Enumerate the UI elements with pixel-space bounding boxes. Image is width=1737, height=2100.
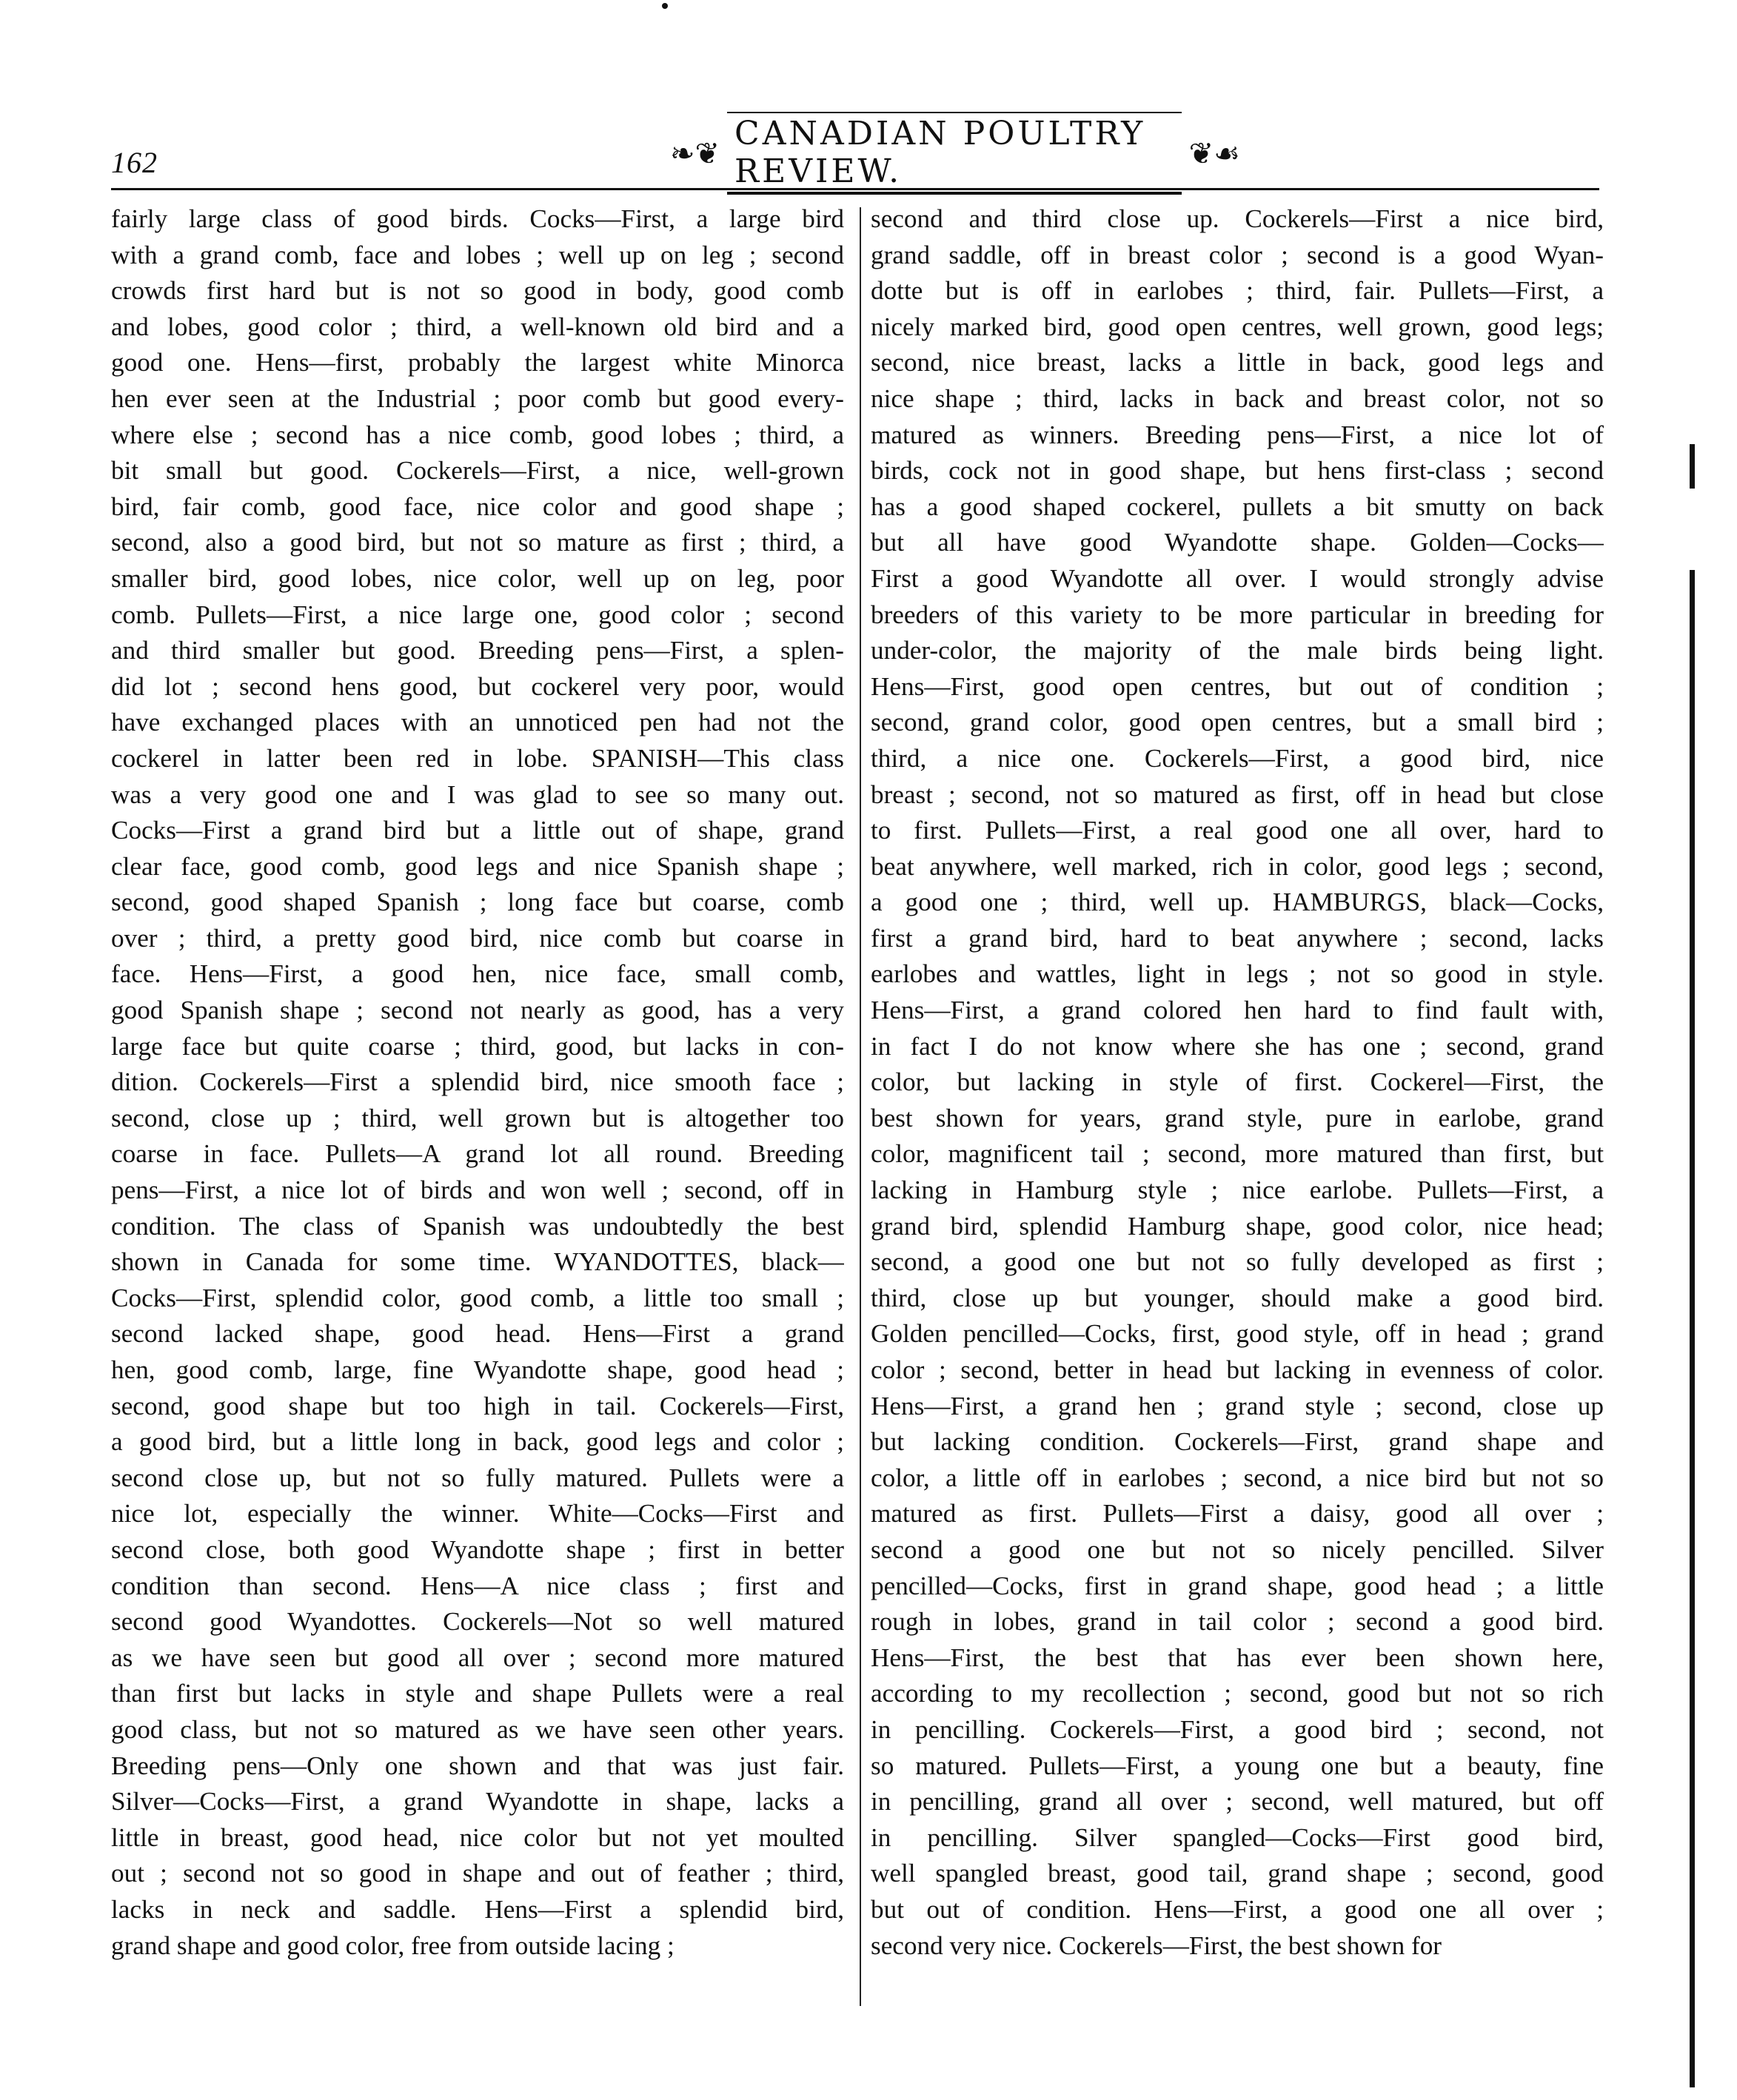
text-line: so matured. Pullets—First, a young one but a beauty, fine [871,1751,1604,1780]
text-line: breast ; second, not so matured as first, off in head but close [871,779,1604,809]
text-line: Golden pencilled—Cocks, first, good style, off in head ; grand [871,1319,1604,1349]
text-line: in pencilling, grand all over ; second, well matured, but off [871,1787,1604,1816]
text-line: pencilled—Cocks, first in grand shape, good head ; a little [871,1571,1604,1600]
text-line: second, a good one but not so fully developed as first ; [871,1247,1604,1277]
text-line: Hens—First, good open centres, but out of condition ; [871,671,1604,701]
text-line: but all have good Wyandotte shape. Golden—Cocks— [871,528,1604,557]
text-line: hen ever seen at the Industrial ; poor comb but good every- [111,383,844,413]
text-line: nice lot, especially the winner. White—Cocks—First and [111,1499,844,1529]
text-line: second close, both good Wyandotte shape ; first in better [111,1534,844,1564]
ornament-right-icon: ❦☙ [1188,136,1240,170]
text-line: second good Wyandottes. Cockerels—Not so well matured [111,1607,844,1637]
text-line: matured as winners. Breeding pens—First, a nice lot of [871,420,1604,449]
text-line: breeders of this variety to be more particular in breeding for [871,600,1604,629]
text-line: according to my recollection ; second, good but not so rich [871,1679,1604,1708]
text-line: in pencilling. Cockerels—First, a good bird ; second, not [871,1714,1604,1744]
text-line: Hens—First, a grand colored hen hard to find fault with, [871,996,1604,1025]
scan-edge-bar [1690,570,1695,2087]
text-line: was a very good one and I was glad to see so many out. [111,779,844,809]
text-line: second, close up ; third, well grown but is altogether too [111,1103,844,1133]
text-line: Cocks—First a grand bird but a little out of shape, grand [111,816,844,845]
text-line: Breeding pens—Only one shown and that was just fair. [111,1751,844,1780]
text-line: did lot ; second hens good, but cockerel very poor, would [111,671,844,701]
text-line: best shown for years, grand style, pure in earlobe, grand [871,1103,1604,1133]
text-line: good class, but not so matured as we have seen other years. [111,1714,844,1744]
page-number: 162 [111,146,158,179]
text-line: color, magnificent tail ; second, more matured than first, but [871,1139,1604,1169]
text-line: second close up, but not so fully matured. Pullets were a [111,1463,844,1492]
text-line: large face but quite coarse ; third, good, but lacks in con- [111,1031,844,1061]
text-line: fairly large class of good birds. Cocks—First, a large bird [111,204,844,233]
text-line: first a grand bird, hard to beat anywhere ; second, lacks [871,923,1604,953]
text-line: birds, cock not in good shape, but hens first-class ; second [871,456,1604,486]
text-line: dotte but is off in earlobes ; third, fair. Pullets—First, a [871,276,1604,306]
text-line: shown in Canada for some time. WYANDOTTES, black— [111,1247,844,1277]
text-line: has a good shaped cockerel, pullets a bit smutty on back [871,492,1604,521]
text-line: comb. Pullets—First, a nice large one, good color ; second [111,600,844,629]
text-line: and lobes, good color ; third, a well-known old bird and a [111,312,844,341]
text-line: smaller bird, good lobes, nice color, well up on leg, poor [111,563,844,593]
text-line: clear face, good comb, good legs and nice Spanish shape ; [111,851,844,881]
text-line: second, nice breast, lacks a little in back, good legs and [871,348,1604,378]
text-line: as we have seen but good all over ; second more matured [111,1643,844,1672]
text-line: well spangled breast, good tail, grand shape ; second, good [871,1859,1604,1888]
text-line: coarse in face. Pullets—A grand lot all round. Breeding [111,1139,844,1169]
text-line: Cocks—First, splendid color, good comb, a little too small ; [111,1283,844,1312]
text-line: in pencilling. Silver spangled—Cocks—First good bird, [871,1822,1604,1852]
text-line: in fact I do not know where she has one ; second, grand [871,1031,1604,1061]
text-line: out ; second not so good in shape and out of feather ; third, [111,1859,844,1888]
right-column [871,201,1604,1964]
masthead [663,115,1248,190]
text-line: second, good shape but too high in tail. Cockerels—First, [111,1391,844,1420]
text-line: lacks in neck and saddle. Hens—First a splendid bird, [111,1894,844,1924]
text-line: color, a little off in earlobes ; second, a nice bird but not so [871,1463,1604,1492]
text-line: nicely marked bird, good open centres, well grown, good legs; [871,312,1604,341]
text-line: a good one ; third, well up. HAMBURGS, black—Cocks, [871,888,1604,917]
text-line: beat anywhere, well marked, rich in color, good legs ; second, [871,851,1604,881]
text-line: First a good Wyandotte all over. I would strongly advise [871,563,1604,593]
text-line: grand shape and good color, free from outside lacing ; [111,1930,675,1960]
print-dot [662,3,668,9]
text-line: and third smaller but good. Breeding pens—First, a splen- [111,636,844,665]
text-line: but lacking condition. Cockerels—First, grand shape and [871,1427,1604,1457]
text-line: bit small but good. Cockerels—First, a nice, well-grown [111,456,844,486]
text-line: hen, good comb, large, fine Wyandotte shape, good head ; [111,1355,844,1384]
text-line: lacking in Hamburg style ; nice earlobe. Pullets—First, a [871,1175,1604,1205]
text-line: second, good shaped Spanish ; long face but coarse, comb [111,888,844,917]
text-line: third, close up but younger, should make a good bird. [871,1283,1604,1312]
text-line: pens—First, a nice lot of birds and won well ; second, off in [111,1175,844,1205]
text-line: second, grand color, good open centres, but a small bird ; [871,708,1604,737]
text-line: face. Hens—First, a good hen, nice face, small comb, [111,959,844,989]
text-line: good one. Hens—first, probably the largest white Minorca [111,348,844,378]
text-line: matured as first. Pullets—First a daisy, good all over ; [871,1499,1604,1529]
text-line: have exchanged places with an unnoticed pen had not the [111,708,844,737]
text-line: with a grand comb, face and lobes ; well up on leg ; second [111,240,844,269]
text-line: color ; second, better in head but lacking in evenness of color. [871,1355,1604,1384]
text-line: cockerel in latter been red in lobe. SPANISH—This class [111,743,844,773]
text-line: second lacked shape, good head. Hens—First a grand [111,1319,844,1349]
column-divider [860,207,861,2006]
text-line: Hens—First, a grand hen ; grand style ; second, close up [871,1391,1604,1420]
left-column [111,201,844,1964]
text-line: third, a nice one. Cockerels—First, a good bird, nice [871,743,1604,773]
text-line: Silver—Cocks—First, a grand Wyandotte in shape, lacks a [111,1787,844,1816]
text-line: second a good one but not so nicely pencilled. Silver [871,1534,1604,1564]
text-line: where else ; second has a nice comb, good lobes ; third, a [111,420,844,449]
text-line: under-color, the majority of the male birds being light. [871,636,1604,665]
text-line: grand bird, splendid Hamburg shape, good color, nice head; [871,1211,1604,1241]
text-line: grand saddle, off in breast color ; second is a good Wyan- [871,240,1604,269]
text-line: second very nice. Cockerels—First, the best shown for [871,1930,1442,1960]
text-line: over ; third, a pretty good bird, nice comb but coarse in [111,923,844,953]
text-line: crowds first hard but is not so good in body, good comb [111,276,844,306]
text-line: second, also a good bird, but not so mature as first ; third, a [111,528,844,557]
text-line: but out of condition. Hens—First, a good one all over ; [871,1894,1604,1924]
text-line: second and third close up. Cockerels—First a nice bird, [871,204,1604,233]
scan-edge-mark [1690,444,1695,489]
text-line: to first. Pullets—First, a real good one all over, hard to [871,816,1604,845]
text-line: condition. The class of Spanish was undoubtedly the best [111,1211,844,1241]
text-line: good Spanish shape ; second not nearly as good, has a very [111,996,844,1025]
text-line: earlobes and wattles, light in legs ; not so good in style. [871,959,1604,989]
text-line: Hens—First, the best that has ever been shown here, [871,1643,1604,1672]
header-rule [111,188,1599,190]
text-line: bird, fair comb, good face, nice color and good shape ; [111,492,844,521]
text-line: color, but lacking in style of first. Cockerel—First, the [871,1067,1604,1097]
text-line: than first but lacks in style and shape Pullets were a real [111,1679,844,1708]
text-line: nice shape ; third, lacks in back and breast color, not so [871,383,1604,413]
text-line: a good bird, but a little long in back, good legs and color ; [111,1427,844,1457]
masthead-title: CANADIAN POULTRY REVIEW. [727,112,1182,195]
text-line: condition than second. Hens—A nice class ; first and [111,1571,844,1600]
ornament-left-icon: ❧❦ [670,136,720,170]
text-line: little in breast, good head, nice color but not yet moulted [111,1822,844,1852]
text-line: dition. Cockerels—First a splendid bird, nice smooth face ; [111,1067,844,1097]
text-line: rough in lobes, grand in tail color ; second a good bird. [871,1607,1604,1637]
page-header [111,111,1599,191]
